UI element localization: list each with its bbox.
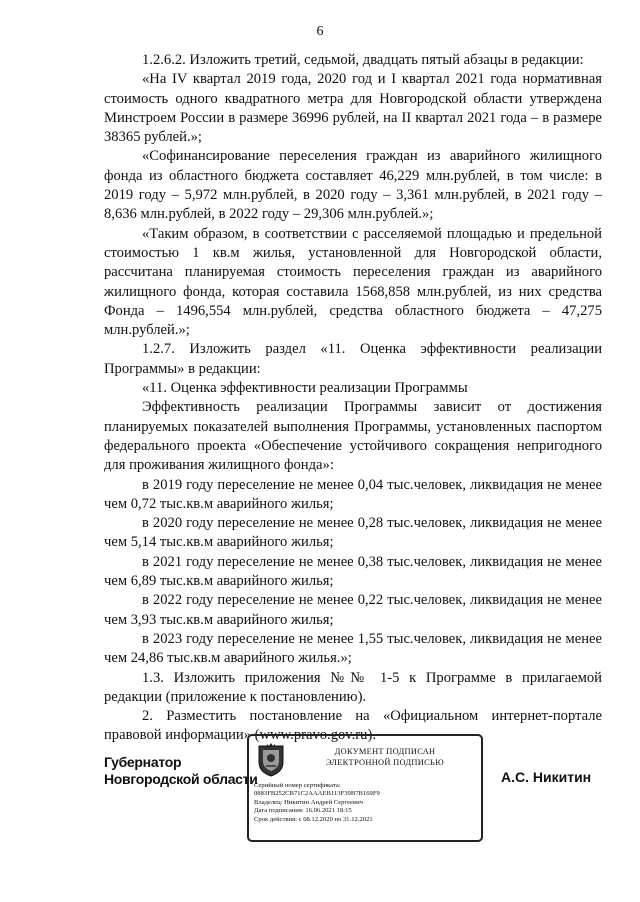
paragraph: в 2023 году переселение не менее 1,55 тыс.человек, ликвидация не менее чем 24,86 тыс.кв.м аварийного жилья.»; — [104, 630, 602, 667]
paragraph: Эффективность реализации Программы зависит от достижения планируемых показателей выполнения Программы, установленных паспортом федерального проекта «Обеспечение устойчивого сокращения непригодного для проживания жилищного фонда»: — [104, 399, 602, 474]
paragraph: в 2019 году переселение не менее 0,04 тыс.человек, ликвидация не менее чем 0,72 тыс.кв.м аварийного жилья; — [104, 476, 602, 512]
stamp-cert-number: 0883FB252CB71C2AAAEB113F39B7B169F9 — [254, 790, 380, 798]
paragraph: «Таким образом, в соответствии с расселяемой площадью и предельной стоимостью 1 кв.м жилья, установленной для Новгородской области, рассчитана планируемая стоимость переселения граждан из аварийного жилищного фонда, которая составила 1568,858 млн.рублей, из них средства Фонда – 1496,554 млн.рублей, средства областного бюджета – 47,275 млн.рублей.»; — [104, 225, 602, 339]
document-body — [104, 51, 602, 746]
stamp-title-line1: ДОКУМЕНТ ПОДПИСАН — [334, 747, 436, 756]
paragraph: 1.2.7. Изложить раздел «11. Оценка эффективности реализации Программы» в редакции: — [104, 341, 602, 377]
paragraph: 1.2.6.2. Изложить третий, седьмой, двадцать пятый абзацы в редакции: — [142, 52, 584, 68]
paragraph: в 2022 году переселение не менее 0,22 тыс.человек, ликвидация не менее чем 3,93 тыс.кв.м аварийного жилья; — [104, 592, 602, 628]
stamp-owner: Владелец: Никитин Андрей Сергеевич — [254, 798, 363, 806]
paragraph: в 2020 году переселение не менее 0,28 тыс.человек, ликвидация не менее чем 5,14 тыс.кв.м аварийного жилья; — [104, 515, 602, 551]
paragraph: 2. Разместить постановление на «Официальном интернет-портале правовой информации» (www.pravo.gov.ru). — [104, 708, 602, 744]
electronic-signature-stamp — [247, 734, 483, 842]
paragraph: «На IV квартал 2019 года, 2020 год и I квартал 2021 года нормативная стоимость одного квадратного метра для Новгородской области утверждена Минстроем России в размере 36996 рублей, на II квартал 2021 года – в размере 38365 рублей.»; — [104, 71, 602, 146]
stamp-signed-date: Дата подписания: 16.06.2021 18:15 — [254, 807, 352, 815]
signatory-position-line1: Губернатор — [104, 754, 182, 770]
stamp-title-line2: ЭЛЕКТРОННОЙ ПОДПИСЬЮ — [325, 758, 445, 767]
paragraph: 1.3. Изложить приложения №№ 1-5 к Программе в прилагаемой редакции (приложение к постановлению). — [104, 669, 602, 705]
page-number: 6 — [316, 24, 324, 39]
signatory-name: А.С. Никитин — [501, 769, 592, 785]
paragraph: в 2021 году переселение не менее 0,38 тыс.человек, ликвидация не менее чем 6,89 тыс.кв.м аварийного жилья; — [104, 553, 602, 590]
signatory-position-line2: Новгородской области — [104, 771, 258, 787]
paragraph: «Софинансирование переселения граждан из аварийного жилищного фонда из областного бюджета составляет 46,229 млн.рублей, в том числе: в 2019 году – 5,972 млн.рублей, в 2020 году – 3,361 млн.рублей, в 2021 году – 8,636 млн.рублей, в 2022 году – 29,306 млн.рублей.»; — [104, 148, 602, 223]
paragraph: «11. Оценка эффективности реализации Программы — [142, 380, 468, 397]
signatory-position — [104, 754, 258, 788]
stamp-title — [291, 746, 479, 768]
stamp-validity: Срок действия: с 08.12.2020 по 31.12.2021 — [254, 815, 373, 823]
stamp-details — [254, 782, 480, 824]
coat-of-arms-icon — [255, 742, 287, 778]
stamp-cert-label: Серийный номер сертификата: — [254, 782, 341, 789]
